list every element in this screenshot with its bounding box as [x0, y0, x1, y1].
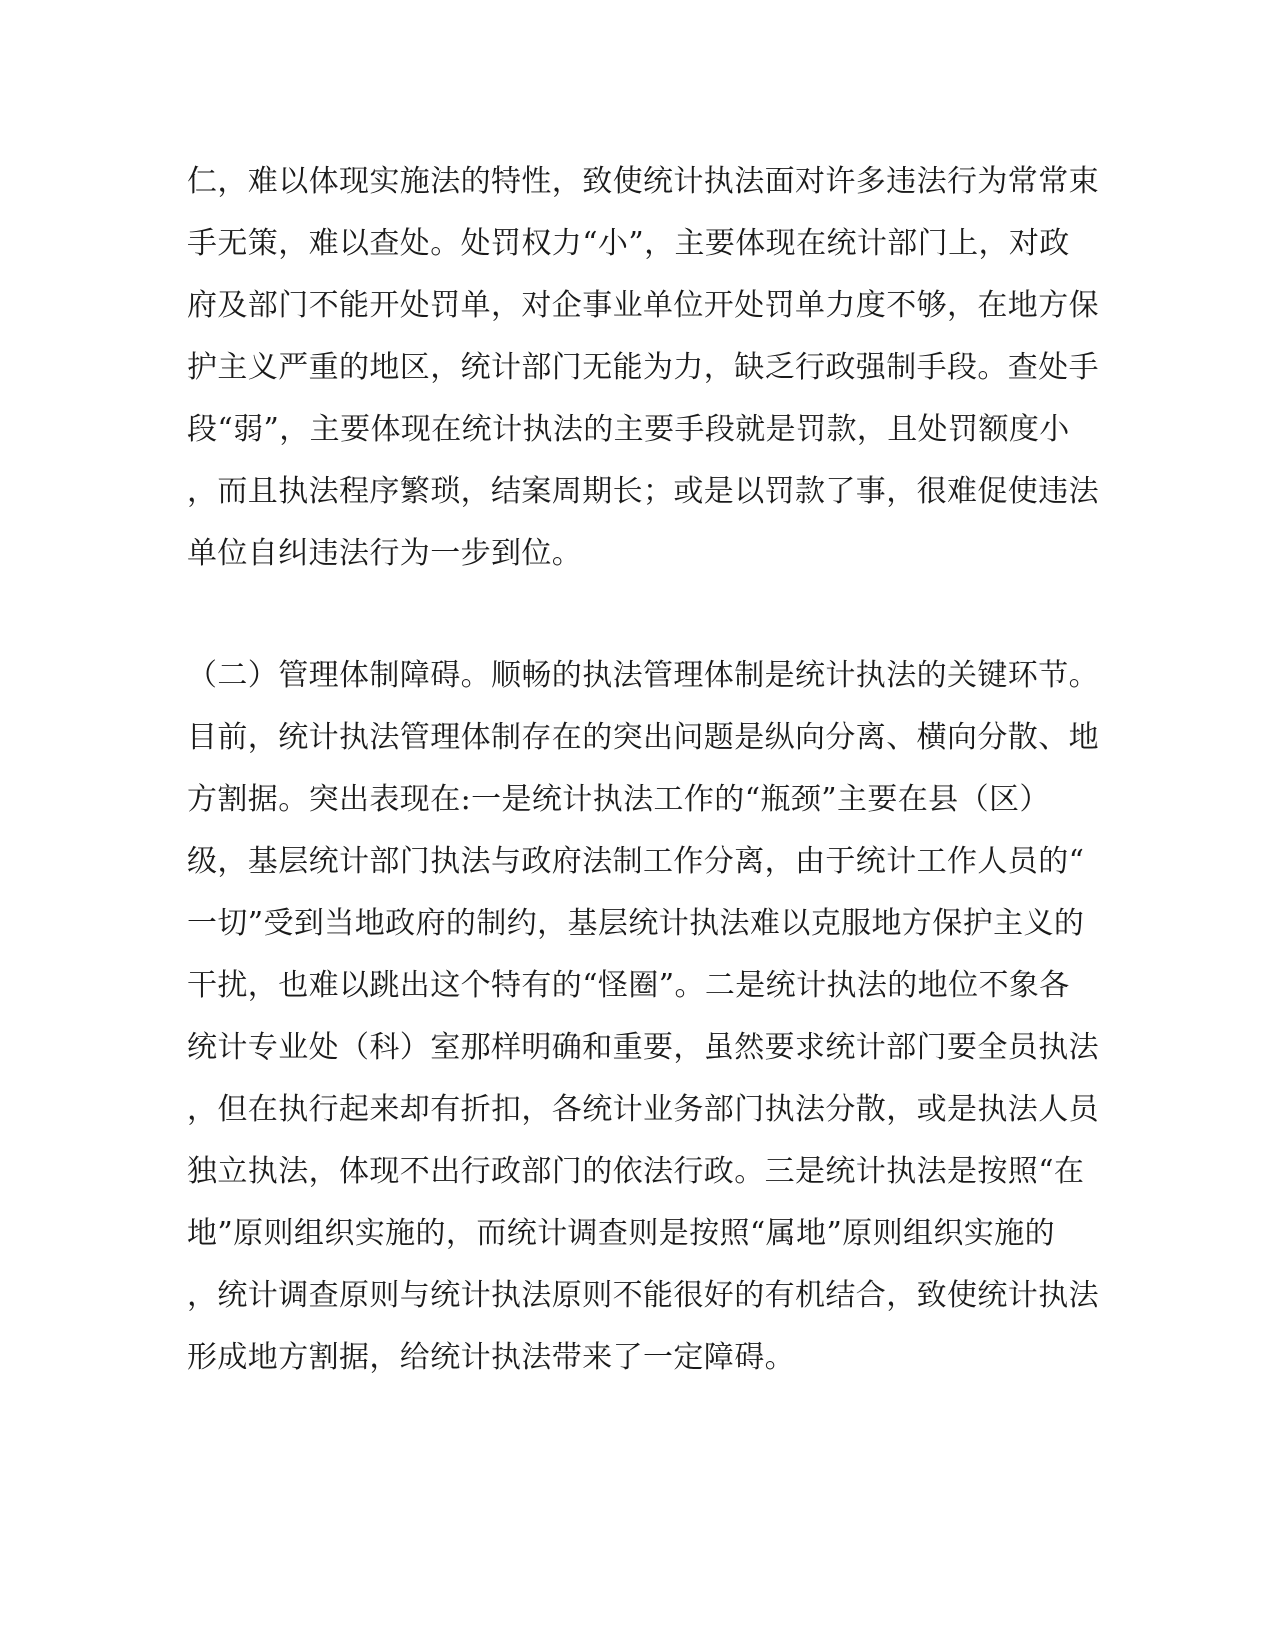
paragraph-line: 单位自纠违法行为一步到位。: [187, 536, 583, 571]
paragraph-line: 府及部门不能开处罚单，对企事业单位开处罚单力度不够，在地方保: [187, 288, 1099, 323]
paragraph-line: ，统计调查原则与统计执法原则不能很好的有机结合，致使统计执法: [187, 1278, 1099, 1313]
paragraph-line: 手无策，难以查处。处罚权力“小”，主要体现在统计部门上，对政: [187, 226, 1070, 261]
paragraph-line: 独立执法，体现不出行政部门的依法行政。三是统计执法是按照“在: [187, 1154, 1085, 1189]
paragraph-line: 级，基层统计部门执法与政府法制工作分离，由于统计工作人员的“: [187, 844, 1085, 879]
paragraph-line: ，而且执法程序繁琐，结案周期长；或是以罚款了事，很难促使违法: [187, 474, 1099, 509]
paragraph-line: 干扰，也难以跳出这个特有的“怪圈”。二是统计执法的地位不象各: [187, 968, 1070, 1003]
paragraph-line: 形成地方割据，给统计执法带来了一定障碍。: [187, 1340, 795, 1375]
paragraph-line: （二）管理体制障碍。顺畅的执法管理体制是统计执法的关键环节。: [187, 658, 1099, 693]
paragraph-line: 目前，统计执法管理体制存在的突出问题是纵向分离、横向分散、地: [187, 720, 1099, 755]
paragraph-line: 仁，难以体现实施法的特性，致使统计执法面对许多违法行为常常束: [187, 164, 1099, 199]
paragraph-line: 一切”受到当地政府的制约，基层统计执法难以克服地方保护主义的: [187, 906, 1085, 941]
paragraph-line: 统计专业处（科）室那样明确和重要，虽然要求统计部门要全员执法: [187, 1030, 1099, 1065]
paragraph-line: 地”原则组织实施的，而统计调查则是按照“属地”原则组织实施的: [187, 1216, 1056, 1251]
paragraph-line: 护主义严重的地区，统计部门无能为力，缺乏行政强制手段。查处手: [187, 350, 1099, 385]
paragraph-line: 段“弱”，主要体现在统计执法的主要手段就是罚款，且处罚额度小: [187, 412, 1070, 447]
paragraph-line: 方割据。突出表现在:一是统计执法工作的“瓶颈”主要在县（区）: [187, 782, 1050, 817]
paragraph-line: ，但在执行起来却有折扣，各统计业务部门执法分散，或是执法人员: [187, 1092, 1099, 1127]
